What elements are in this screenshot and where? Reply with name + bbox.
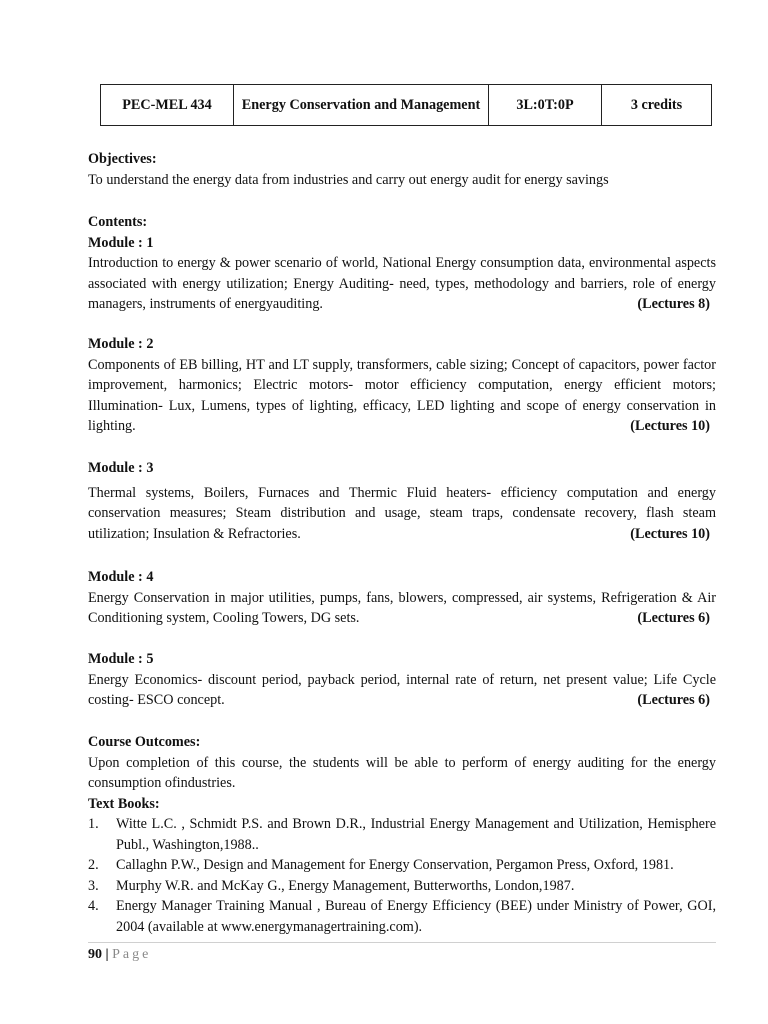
module-heading: Module : 2 xyxy=(88,336,154,352)
page-footer xyxy=(88,945,151,966)
course-code: PEC-MEL 434 xyxy=(101,85,234,126)
module-3-section xyxy=(88,458,716,544)
page-number: 90 xyxy=(88,947,102,962)
module-heading: Module : 5 xyxy=(88,651,154,667)
list-item: 2. Callaghn P.W., Design and Management for Energy Conservation, Pergamon Press, Oxford, 1981. xyxy=(88,857,674,873)
module-lectures: (Lectures 8) xyxy=(637,296,710,312)
footer-separator: | xyxy=(105,947,109,962)
text-books-list xyxy=(88,814,716,937)
module-lectures: (Lectures 6) xyxy=(637,610,710,626)
module-text: Components of EB billing, HT and LT supply, transformers, cable sizing; Concept of capacitors, power factor improvement, harmonics; Electric motors- motor efficiency computation, energy efficient motors; Illumination- Lux, Lumens, types of lighting, efficacy, LED lighting and scope of energy conservation in lighting. (Lectures 10) xyxy=(88,355,716,437)
module-4-section xyxy=(88,567,716,629)
course-title: Energy Conservation and Management xyxy=(234,85,489,126)
module-5-section xyxy=(88,649,716,711)
list-item: 3. Murphy W.R. and McKay G., Energy Management, Butterworths, London,1987. xyxy=(88,877,575,894)
objectives-section xyxy=(88,149,716,190)
list-item: 1. Witte L.C. , Schmidt P.S. and Brown D.R., Industrial Energy Management and Utilization, Hemisphere Publ., Washington,1988.. xyxy=(88,816,716,853)
module-heading: Module : 1 xyxy=(88,234,154,251)
text-books-heading: Text Books: xyxy=(88,795,160,812)
course-ltp: 3L:0T:0P xyxy=(489,85,602,126)
objectives-heading: Objectives: xyxy=(88,151,157,167)
outcomes-heading: Course Outcomes: xyxy=(88,734,201,750)
module-heading: Module : 3 xyxy=(88,460,154,476)
module-lectures: (Lectures 6) xyxy=(637,692,710,708)
objectives-text: To understand the energy data from industries and carry out energy audit for energy savings xyxy=(88,171,609,188)
module-text: Introduction to energy & power scenario of world, National Energy consumption data, environmental aspects associated with energy utilization; Energy Auditing- need, types, methodology and barriers, role of energy managers, instruments of energyauditing. (Lectures 8) xyxy=(88,253,716,315)
module-text: Energy Conservation in major utilities, pumps, fans, blowers, compressed, air systems, Refrigeration & Air Conditioning system, Cooling Towers, DG sets. (Lectures 6) xyxy=(88,588,716,629)
course-credits: 3 credits xyxy=(602,85,712,126)
contents-heading: Contents: xyxy=(88,214,148,230)
course-header-table xyxy=(100,84,712,126)
footer-divider xyxy=(88,942,716,943)
list-item: 4. Energy Manager Training Manual , Bureau of Energy Efficiency (BEE) under Ministry of Power, GOI, 2004 (available at www.energymanagertraining.com). xyxy=(88,898,716,935)
module-heading: Module : 4 xyxy=(88,569,154,585)
module-text: Thermal systems, Boilers, Furnaces and Thermic Fluid heaters- efficiency computation and energy conservation measures; Steam distribution and usage, steam traps, condensate recovery, flash steam utilization; Insulation & Refractories. (Lectures 10) xyxy=(88,483,716,545)
page-label: Page xyxy=(112,947,152,962)
outcomes-section xyxy=(88,732,716,937)
module-lectures: (Lectures 10) xyxy=(630,525,710,542)
module-2-section xyxy=(88,334,716,437)
module-1-section xyxy=(88,212,716,315)
module-lectures: (Lectures 10) xyxy=(630,418,710,434)
module-text: Energy Economics- discount period, payback period, internal rate of return, net present value; Life Cycle costing- ESCO concept. (Lectures 6) xyxy=(88,670,716,711)
outcomes-text: Upon completion of this course, the students will be able to perform of energy auditing for the energy consumption ofindustries. xyxy=(88,754,716,791)
